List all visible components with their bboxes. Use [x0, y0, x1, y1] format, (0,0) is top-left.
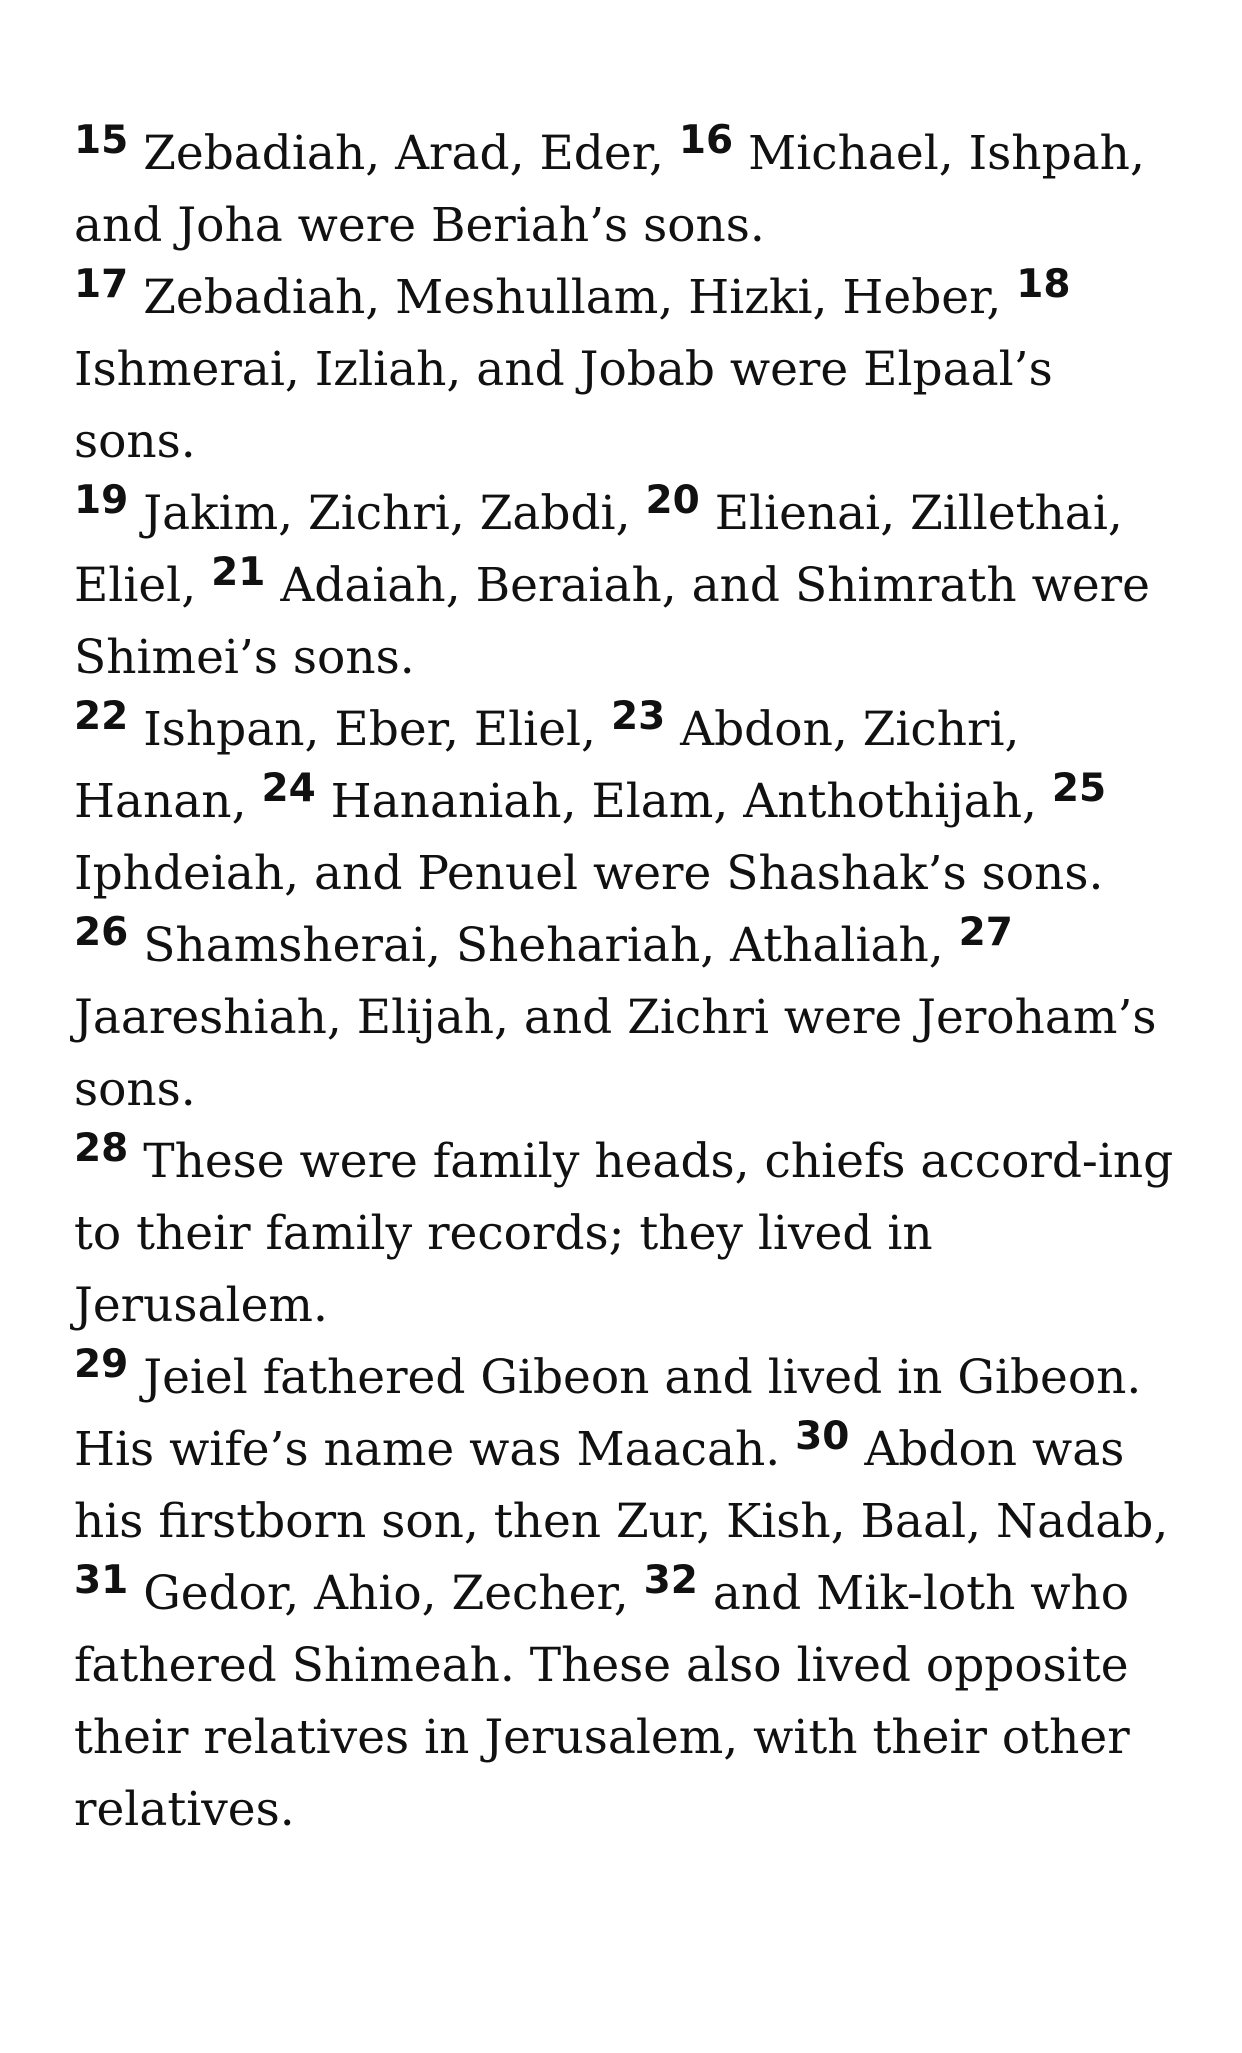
verse-number: 20 [645, 478, 700, 523]
verse-number: 15 [74, 118, 129, 163]
scripture-page [74, 118, 1184, 1846]
verse-text: Elienai, Zillethai, Eliel, [74, 486, 1123, 613]
verse-number: 32 [643, 1558, 698, 1603]
verse-number: 18 [1016, 262, 1071, 307]
verse-text: Abdon, Zichri, Hanan, [74, 702, 1020, 829]
paragraph [74, 118, 1184, 262]
verse-number: 26 [74, 910, 129, 955]
verse-number: 16 [678, 118, 734, 163]
verse-text: Hananiah, Elam, Anthothijah, [315, 774, 1052, 829]
verse-text: Zebadiah, Arad, Eder, [128, 126, 679, 181]
verse-number: 23 [610, 694, 666, 739]
verse-number: 25 [1051, 766, 1107, 811]
verse-text: Ishmerai, Izliah, and Jobab were Elpaal’s sons. [74, 342, 1053, 469]
paragraph [74, 694, 1184, 910]
paragraph [74, 262, 1184, 478]
verse-number: 21 [211, 550, 266, 595]
paragraph [74, 1342, 1184, 1846]
verse-text: Michael, Ishpah, and Joha were Beriah’s sons. [74, 126, 1145, 253]
verse-number: 19 [74, 478, 129, 523]
verse-text: Zebadiah, Meshullam, Hizki, Heber, [128, 270, 1017, 325]
verse-number: 29 [74, 1342, 129, 1387]
verse-text: Gedor, Ahio, Zecher, [128, 1566, 644, 1621]
paragraph [74, 1126, 1184, 1342]
verse-number: 30 [795, 1414, 850, 1459]
verse-number: 31 [74, 1558, 129, 1603]
verse-text: and Mik-loth who fathered Shimeah. These also lived opposite their relatives in Jerusalem, with their other relatives. [74, 1566, 1130, 1837]
verse-number: 17 [74, 262, 129, 307]
verse-text: Abdon was his firstborn son, then Zur, Kish, Baal, Nadab, [74, 1422, 1169, 1549]
verse-number: 24 [261, 766, 316, 811]
verse-text: Iphdeiah, and Penuel were Shashak’s sons. [74, 846, 1104, 901]
verse-text: Jaareshiah, Elijah, and Zichri were Jeroham’s sons. [74, 990, 1157, 1117]
verse-text: Ishpan, Eber, Eliel, [128, 702, 611, 757]
paragraph [74, 910, 1184, 1126]
verse-number: 27 [958, 910, 1013, 955]
verse-text: These were family heads, chiefs accord-ing to their family records; they lived in Jerusalem. [74, 1134, 1174, 1333]
verse-text: Adaiah, Beraiah, and Shimrath were Shimei’s sons. [74, 558, 1150, 685]
verse-number: 28 [74, 1126, 129, 1171]
verse-number: 22 [74, 694, 129, 739]
verse-text: Shamsherai, Shehariah, Athaliah, [128, 918, 959, 973]
paragraph [74, 478, 1184, 694]
verse-text: Jeiel fathered Gibeon and lived in Gibeon. His wife’s name was Maacah. [74, 1350, 1142, 1477]
verse-text: Jakim, Zichri, Zabdi, [128, 486, 646, 541]
